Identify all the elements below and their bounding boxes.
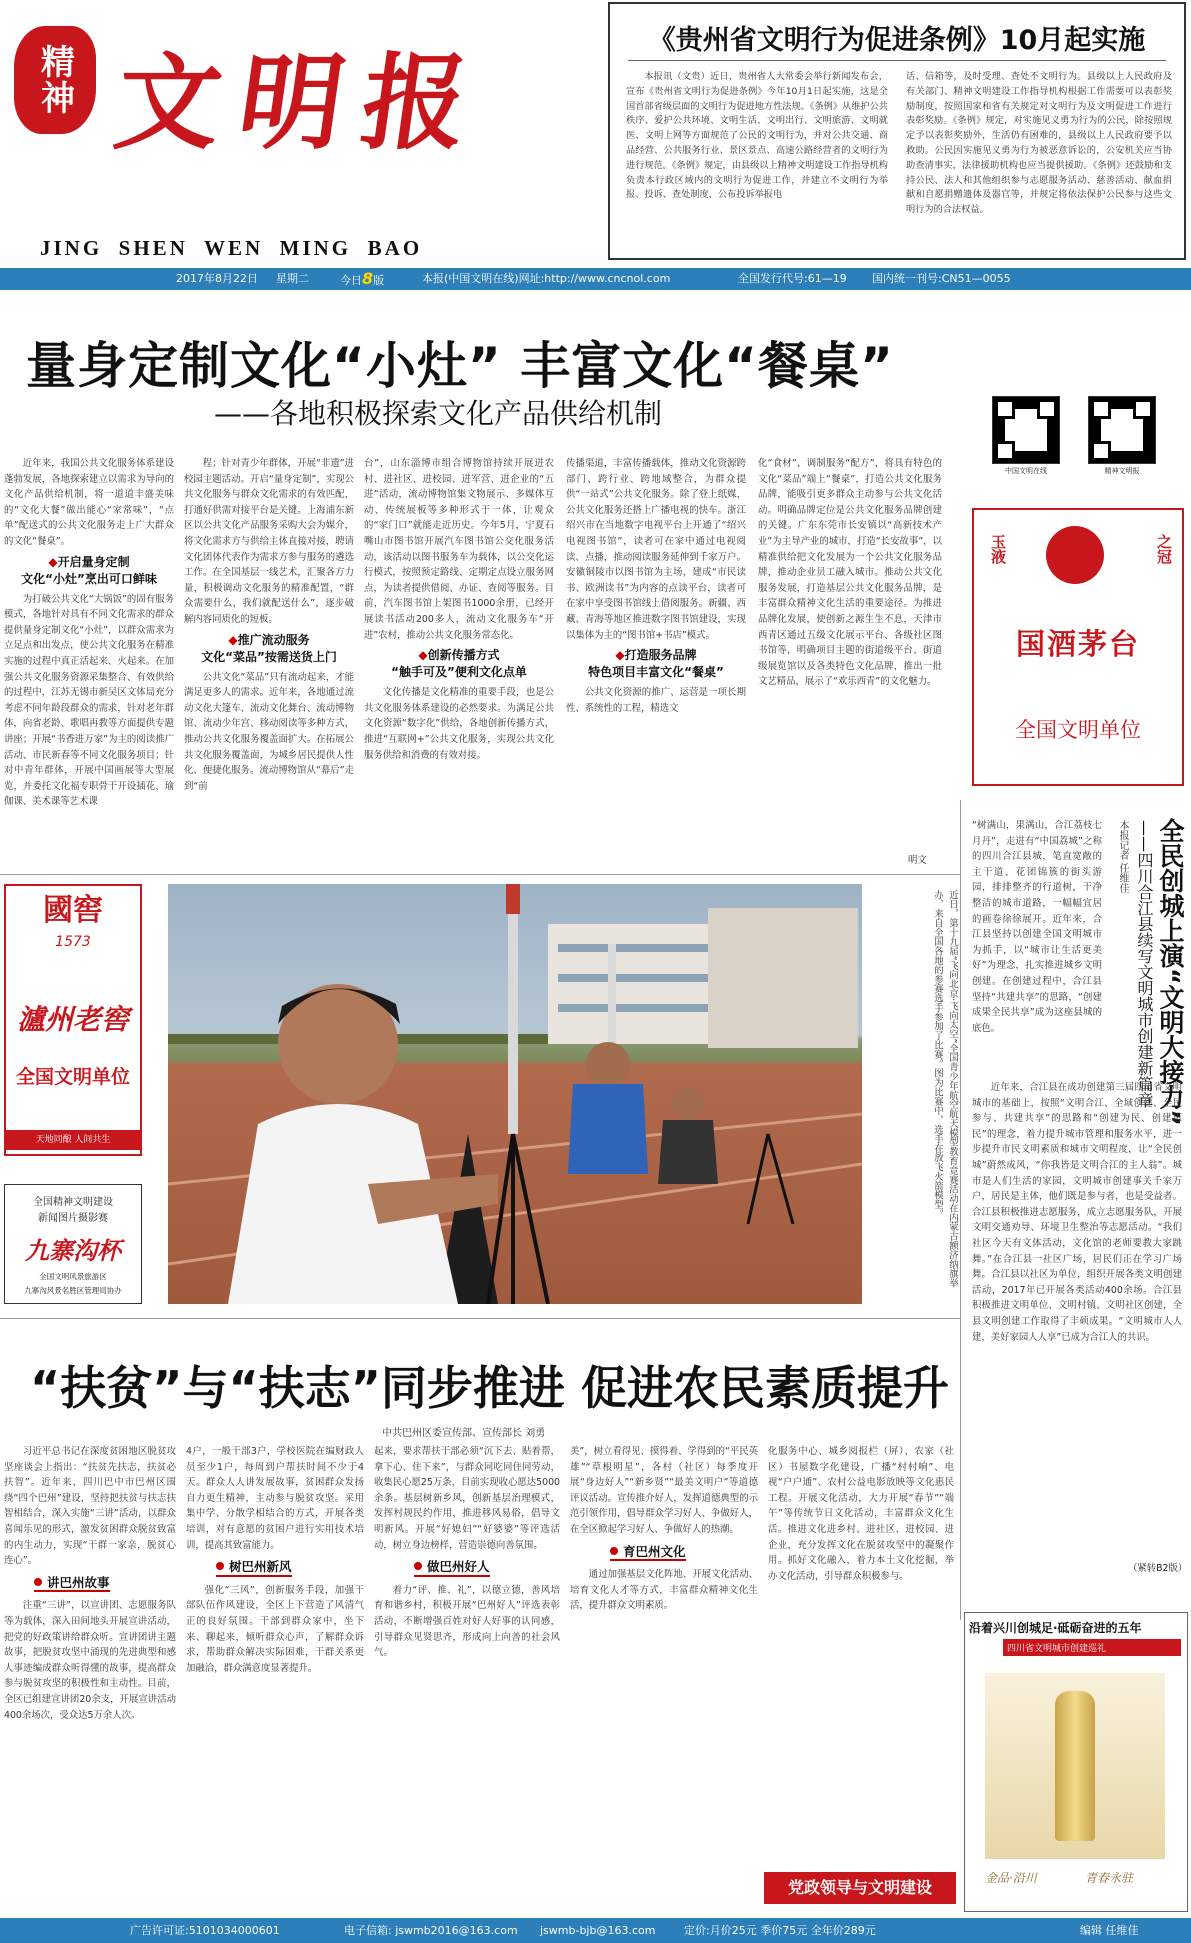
top-story-col-2: 话、信箱等，及时受理、查处不文明行为。县级以上人民政府及有关部门、精神文明建设工作指导机构根据工作需要可以表彰奖励制度，按照国家和省有关规定对文明行为及文明促进工作进行表彰奖励。《条例》规定，对实施见义勇为行为的公民，除按照规定予以表彰奖励外，生活仍有困难的，县级以上人民政府要予以救助。公民因实施见义勇为行为被恶意诉讼的，公安机关应当协助查清事实，法律援助机构也应当提供援助。《条例》还鼓励和支持公民、法人和其他组织参与志愿服务活动、慈善活动、献血捐献和自愿捐赠遗体及器官等，并规定将依法保护公民参与这些文明行为的合法权益。 [906,71,1172,216]
article2-sec-3: 做巴州好人 [414,1559,490,1577]
qr-code-icon[interactable] [1088,396,1156,464]
ad-bottom-right-caption-2: 青春永驻 [1085,1871,1134,1885]
qr-code-icon[interactable] [992,396,1060,464]
headline-2: “扶贫”与“扶志”同步推进 促进农民素质提升 [30,1361,949,1415]
ad-jiuzhai-f2: 九寨沟风景名胜区管理局协办 [24,1286,122,1295]
news-photo [168,884,862,1304]
headline-1: 量身定制文化“小灶” 丰富文化“餐桌” [26,337,894,395]
ad-maotai-slogan: 全国文明单位 [1015,718,1141,742]
sidebar-trail: （紧转B2版） [1128,1563,1188,1574]
masthead-pinyin-line: JING SHEN WEN MING BAO [40,236,423,260]
date-bar-pages-prefix: 今日 [340,274,362,287]
ad-maotai-left: 玉液 [989,534,1007,564]
date-bar-cn: 国内统一刊号:CN51—0055 [872,272,1011,285]
sidebar-title: 全民创城上演“文明大接力” [1156,818,1185,1126]
date-bar-pages-num: 8 [362,269,374,288]
sidebar-col-a: “树满山，果满山，合江荔枝七月丹”，走进有“中国荔城”之称的四川合江县城，笔直宽敞的主干道、花团锦簇的街头游园，排排整齐的行道树，干净整洁的城市道路，一幅幅宜居的画卷徐徐展开。近年来，合江县坚持以创建全国文明城市为抓手，以“城市让生活更美好”为理念，扎实推进城乡文明创建。在创建过程中，合江县坚持“共建共享”的思路，“创建成果全民共享”成为这座县城的底色。 [972,820,1102,1034]
ad-luzhou[interactable] [4,884,142,1156]
article1-col-2: 程；针对青少年群体，开展“非遗”进校园主题活动。开启“量身定制”，实现公共文化服务与群众文化需求的有效匹配，打通好供需对接平台是关键。上海浦东新区以公共文化产品服务采购大会为媒介，将文化需求方与供给主体直接对接，聘请文化团体代表作为需求方参与服务的遴选工作。在全国基层一线艺术，汇聚各方力量，积极调动文化服务的精准配置，“群众需要什么，我们就配送什么”，逐步破解内容同质化的短板。 ◆推广流动服务 文化“菜品”按需送货上门 公共文化“菜品”只有流动起来，才能满足更多人的需求。近年来，各地通过流动文化大篷车、流动文化舞台、流动博物馆、流动少年宫、移动阅读等多种方式，推动公共文化服务覆盖面扩大。在拓展公共文化服务覆盖面，为城乡居民提供人性化、便捷化服务。流动博物馆从“幕后”走到“前 [184,458,354,792]
photo-caption: 近日，第十九届“飞向北京·飞向太空”全国青少年航空航天模型教育竞赛活动在内蒙古额济纳旗举办，来自全国各地的参赛选手参加了比赛。图为比赛中，选手在放飞火箭模型。 [932,890,958,1288]
top-story-title: 《贵州省文明行为促进条例》10月起实施 [648,25,1146,56]
article2-sec-1: 讲巴州故事 [34,1575,110,1593]
article1-sub4b: 特色项目丰富文化“餐桌” [588,665,724,680]
article2-col-4: 美”，树立看得见、摸得着、学得到的“平民英雄”“草根明星”，各村（社区）每季度开展“身边好人”“新乡贤”“最美文明户”等道德评议活动。宣传推介好人，发挥道德典型的示范引领作用，倡导群众学习好人、争做好人，在全区掀起学习好人、争做好人的热潮。 育巴州文化 通过加强基层文化阵地、开展文化活动、培育文化人才等方式，丰富群众精神文化生活，提升群众文明素质。 [570,1446,758,1612]
ad-jiuzhai-t2: 新闻图片摄影赛 [38,1213,108,1224]
date-bar-sponsor: 本报(中国文明在线)网址:http://www.cncnol.com [422,272,671,285]
ad-bottom-right-image [985,1673,1165,1859]
qr-label-2: 精神文明报 [1104,467,1140,475]
sidebar-subtitle: ——四川合江县续写文明城市创建新篇章 [1135,820,1154,1108]
footer-email-1[interactable]: 电子信箱: jswmb2016@163.com [344,1924,518,1937]
masthead-title [108,14,476,174]
headline-1-subtitle: ——各地积极探索文化产品供给机制 [214,397,663,430]
article2-banner[interactable]: 党政领导与文明建设 [764,1872,956,1904]
article1-col-5: 化“食材”，调制服务“配方”，将具有特色的文化“菜品”端上“餐桌”，打造公共文化服务品牌，能吸引更多群众主动参与公共文化活动。明确品牌定位是公共文化服务品牌创建的关键。广东东莞市长安镇以“高新技术产业”为主导产业的城市，打造“长安故事”，以精准供给把文化发展为一个公共文化服务品牌，推动企业员工融入城市。推动公共文化服务发展，打造基层公共文化服务品牌，是丰富群众精神文化生活的重要途径。为推进品牌化发展，使创新之源生生不息，天津市西青区通过五级文化展示平台、各级社区图书馆等，明确项目主题的街道级平台、街道级展览馆以及各类特色文化品牌，推出一批文艺精品，展示了“欢乐西青”的文化魅力。 [758,458,942,688]
ad-bottom-right-caption-1: 金品·沿川 [985,1871,1037,1885]
footer-license: 广告许可证:5101034000601 [130,1924,280,1937]
ad-jiuzhai-t1: 全国精神文明建设 [33,1197,113,1208]
bottle-icon [1055,1691,1095,1841]
ad-maotai-logo-icon [1046,526,1104,584]
ad-luzhou-top: 國窖 [43,893,103,928]
article1-col-4: 传播渠道，丰富传播载体，推动文化资源跨部门、跨行业、跨地域整合，为群众提供“一站式”公共文化服务。除了登上纸媒，公共文化服务还搭上广播电视的快车。浙江绍兴市在当地数字电视平台上开通了“绍兴电视图书馆”，读者可在家中通过电视阅读、点播，推动阅读服务延伸到千家万户。安徽铜陵市以图书馆为主场，建成“市民读书、欧洲读书”为内容的点读平台，读者可在家中享受图书馆线上借阅服务。新疆、西藏、青海等地区推进数字图书馆建设，实现以集体为主的“图书馆+书店”模式。 ◆打造服务品牌 特色项目丰富文化“餐桌” 公共文化资源的推广、运营是一项长期性、系统性的工程，精选文 [566,458,746,714]
article1-sub3: 创新传播方式 [427,648,500,663]
ad-jiuzhai[interactable] [4,1184,142,1304]
article1-sub4: 打造服务品牌 [624,648,697,663]
ad-jiuzhai-f1: 全国文明风景旅游区 [39,1272,107,1281]
article1-sub2b: 文化“菜品”按需送货上门 [201,649,337,664]
article1-sub2: 推广流动服务 [237,632,310,647]
article2-col-3: 起来，要求帮扶干部必须“沉下去、贴着帮，拿下心、住下来”，与群众同吃同住同劳动，收集民心愿25万条，目前实现收心愿达5000余条。基层树新乡风，创新基层治理模式，发挥村规民约作用，推进移风易俗，倡导文明新风。开展“好媳妇”“好婆婆”等评选活动，树立身边榜样，营造崇德向善氛围。 做巴州好人 着力“评、推、礼”，以德立德，善风培育和谐乡村，积极开展“巴州好人”评选表彰活动，不断增强百姓对好人好事的认同感，引导群众见贤思齐，形成向上向善的社会风气。 [374,1446,560,1659]
divider [960,800,961,1620]
footer-email-2[interactable]: jswmb-bjb@163.com [540,1924,656,1937]
article1-sub1b: 文化“小灶”烹出可口鲜味 [21,571,157,586]
masthead-char-3: 报 [354,41,476,164]
sidebar-col-b: 近年来，合江县在成功创建第三届四川省文明城市的基础上，按照“文明合江、全域创建、全民参与、共建共享”的思路和“创建为民、创建惠民”的理念，着力提升城市管理和服务水平，进一步提升市民文明素质和城市文明程度，让“全民创城”蔚然成风，“你我皆是文明合江的主人翁”。城市是人们生活的家园，文明城市创建事关千家万户，居民是主体，他们既是参与者，也是受益者。合江县积极推进志愿服务，成立志愿服务队，开展文明交通劝导、环境卫生整治等志愿活动。“我们社区今天有文体活动，文化馆的老师要教大家跳舞。”在合江县一社区广场，居民们正在学习广场舞。合江县以社区为单位，组织开展各类文明创建活动，2017年已开展各类活动400余场。合江县积极推进文明单位、文明村镇、文明社区创建，全县文明创建工作取得了丰硕成果。“文明城市人人建，美好家园人人享”已成为合江人的共识。 [972,1082,1182,1343]
headline-2-byline: 中共巴州区委宣传部、宣传部长 刘勇 [382,1428,546,1439]
article1-col-3: 台”，山东淄博市组合博物馆持续开展进农村、进社区、进校园、进军营、进企业的“五进”活动，流动博物馆集文物展示、多媒体互动、传统展板等多种形式于一体，让观众的“家门口”就能走近历史。今年5月，宁夏石嘴山市图书馆开展汽车图书馆公交化服务活动，该活动以图书服务车为载体，以公交化运行模式，按照预定路线、定期定点设立服务网点，为读者提供借阅、办证、查阅等服务。目前，汽车图书馆上架图书1000余册，已经开展读书活动200多人，流动文化服务车“开进”农村，推动公共文化服务常态化。 ◆创新传播方式 “触手可及”便利文化点单 文化传播是文化精准的重要手段，也是公共文化服务体系建设的必然要求。为满足公共文化资源“数字化”供给，各地创新传播方式，推进“互联网+”公共文化服务，实现公共文化服务供给和消费的有效对接。 [364,458,554,761]
date-bar-weekday: 星期二 [276,272,309,285]
ad-maotai-brand: 国酒茅台 [1015,627,1140,661]
ad-luzhou-brand: 瀘州老窖 [16,1003,129,1036]
ad-jiuzhai-brand: 九寨沟杯 [25,1236,121,1265]
sidebar-byline: 本报记者 任维佳 [1117,820,1128,894]
date-bar-pages-suffix: 版 [373,274,385,287]
date-bar-pages [340,268,384,292]
article1-sub3b: “触手可及”便利文化点单 [391,665,527,680]
footer-price: 定价:月价25元 季价75元 全年价289元 [684,1924,876,1937]
qr-label-1: 中国文明在线 [1005,467,1047,475]
divider [0,874,960,875]
ad-maotai-right: 之冠 [1155,534,1173,564]
article2-sec-2: 树巴州新风 [216,1559,292,1577]
masthead-char-2: 明 [231,41,353,164]
ad-maotai[interactable] [972,508,1184,786]
footer-editor: 编辑 任维佳 [1080,1924,1139,1937]
article1-sub1a: 开启量身定制 [57,554,130,569]
article2-col-1: 习近平总书记在深度贫困地区脱贫攻坚座谈会上指出：“扶贫先扶志，扶贫必扶智”。近年来，四川巴中市巴州区围绕“四个巴州”建设，坚持把扶贫与扶志扶智相结合，深入实施“三讲”活动，以群众喜闻乐见的形式，激发贫困群众脱贫致富的内生动力，实现“干群一家亲，脱贫心连心”。 讲巴州故事 注重“三讲”，以宣讲团、志愿服务队等为载体，深入田间地头开展宣讲活动，把党的好政策讲给群众听。宣讲团讲主题故事，把脱贫攻坚中涌现的先进典型和感人事迹编成群众听得懂的故事，提高群众参与脱贫攻坚的积极性和主动性。目前，全区已组建宣讲团20余支，开展宣讲活动400余场次，受众达5万余人次。 [4,1446,176,1721]
date-bar-date: 2017年8月22日 [176,272,258,285]
date-bar [0,268,1191,290]
masthead [0,0,478,216]
masthead-char-1: 文 [108,41,230,164]
date-bar-issue: 全国发行代号:61—19 [738,272,847,285]
news-photo-image [168,884,862,1304]
top-story-col-1: 本报讯（文贵）近日，贵州省人大常委会举行新闻发布会，宣布《贵州省文明行为促进条例》今年10月1日起实施，这是全国首部省级层面的文明行为促进地方性法规。《条例》从维护公共秩序、爱护公共环境、文明生活、文明出行、文明旅游、文明就医、文明上网等方面规范了公民的文明行为，并对公共交通、商品经营、公共服务行业、景区景点、高速公路经营者的文明行为进行规范。《条例》规定，由县级以上精神文明建设工作指导机构负责本行政区域内的文明行为促进工作，并建立不文明行为举报、投诉、查处制度，公布投诉举报电 [626,71,888,201]
article1-col-1: 近年来，我国公共文化服务体系建设蓬勃发展，各地探索建立以需求为导向的文化产品供给机制，将一道道丰盛美味的“文化大餐”做出能心“家常味”，“点单”配送式的公共文化服务走上广大群众的文化“餐桌”。 ◆开启量身定制 文化“小灶”烹出可口鲜味 为打破公共文化“大锅饭”的固有服务模式，各地针对具有不同文化需求的群众提供量身定制文化“小灶”，以群众需求为立足点和出发点，使公共文化服务在精准实施的过程中真正活起来、火起来。在加强公共文化服务资源采集整合、有效供给的过程中，江苏无锡市新吴区文体局充分考虑不同年龄段群众的需求，针对老年群体，向省老龄、歌唱再教等方面提供专题讲座；开展“书香进万家”为主的阅读推广活动、市民新春等不同文化服务项目；针对中青年群体，开展中国画展等大型展览，并委托文化福专职骨干开设插花、瑜伽课、美术课等艺术课 [4,458,174,808]
ad-bottom-right[interactable] [964,1612,1188,1912]
ad-luzhou-year: 1573 [55,934,91,950]
article1-byline: 明文 [908,855,927,866]
qr-block [978,394,1188,484]
ad-luzhou-tagline: 天地同酿 人间共生 [6,1130,140,1150]
masthead-seal: 精神 [14,26,96,134]
ad-bottom-right-title: 沿着兴川创城足·砥砺奋进的五年 [969,1621,1142,1635]
ad-bottom-right-sub: 四川省文明城市创建巡礼 [1003,1639,1181,1656]
footer-bar [0,1918,1191,1943]
article2-sec-4: 育巴州文化 [610,1544,686,1562]
divider [0,1318,960,1319]
article2-col-5: 化服务中心、城乡阅报栏（屏）、农家（社区）书屋数字化建设，广播“村村响”、电视“户户通”、农村公益电影放映等文化惠民工程。开展文化活动，大力开展“春节”“端午”等传统节日文化活动，丰富群众文化生活。推进文化进乡村、进社区、进校园、进企业，充分发挥文化在脱贫攻坚中的凝聚作用。抓好文化融入，着力本土文化挖掘，举办文化活动，引导群众积极参与。 [768,1446,954,1582]
article2-col-2: 4户，一般干部3户，学校医院在编财政人员至少1户，每周到户帮扶时间不少于4天。群众人人讲发展故事，贫困群众发扬自力更生精神，主动参与脱贫攻坚。采用集中学、分散学相结合的方式，开展各类培训，对有意愿的贫困户进行实用技术培训，提高其致富能力。 树巴州新风 强化“三风”，创新服务手段，加强干部队伍作风建设，全区上下营造了风清气正的良好氛围。干部到群众家中，坐下来、聊起来，倾听群众心声，了解群众诉求，帮助群众解决实际困难，干群关系更加融洽，群众满意度显著提升。 [186,1446,364,1674]
top-story-box [608,2,1186,260]
ad-luzhou-slogan: 全国文明单位 [15,1066,130,1088]
top-story-rule [628,60,1166,61]
